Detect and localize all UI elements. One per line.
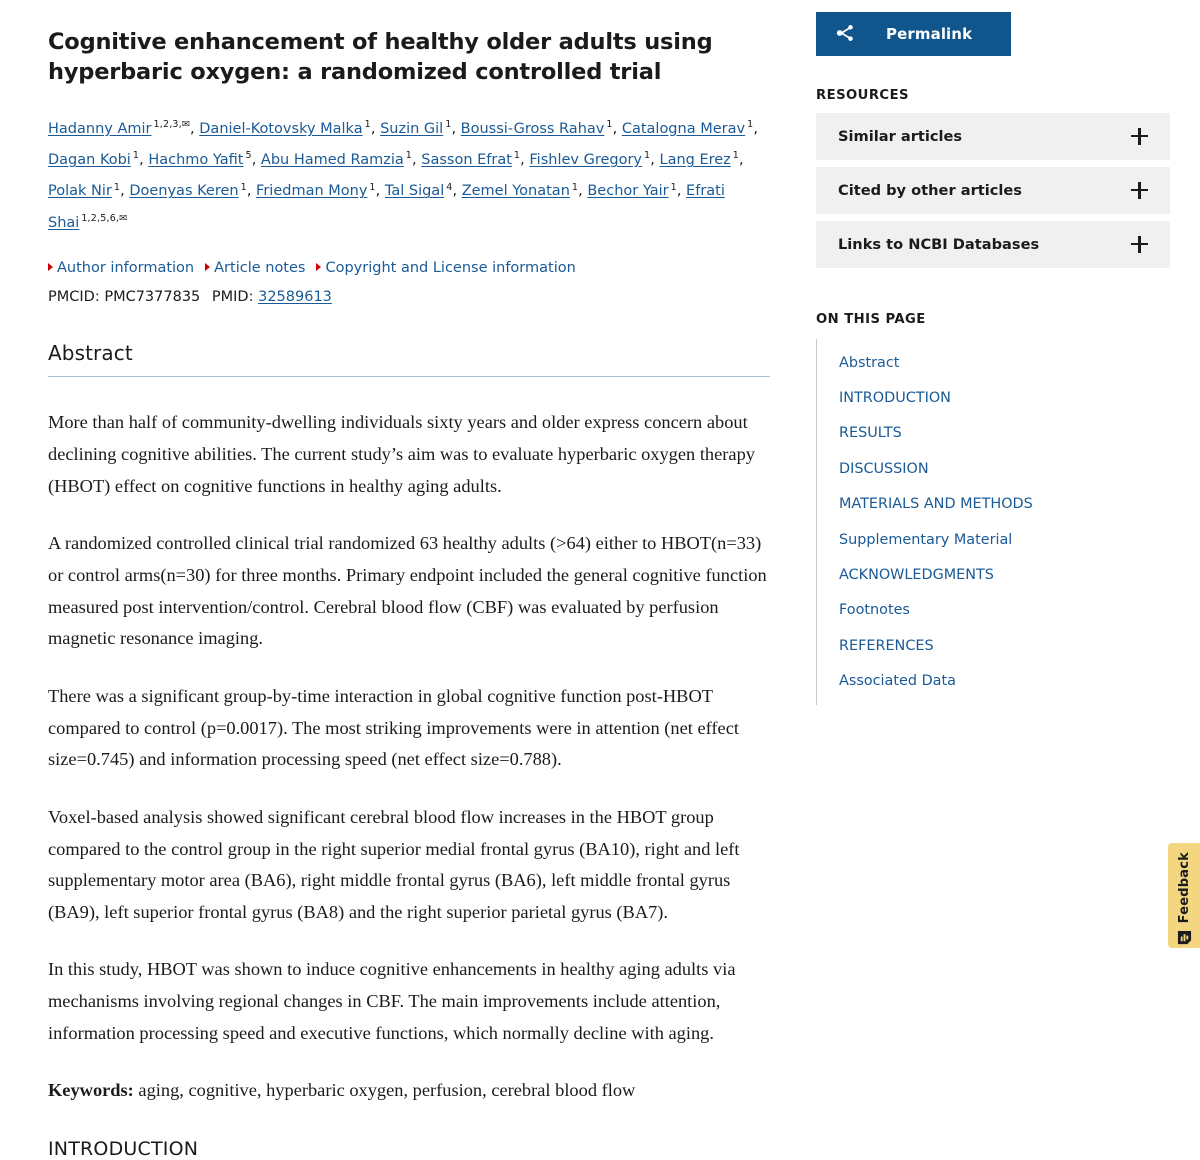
author-affiliation-sup: 1 xyxy=(113,181,121,193)
pmcid-value: PMC7377835 xyxy=(104,289,201,306)
triangle-right-icon xyxy=(48,263,53,271)
toc-link[interactable]: REFERENCES xyxy=(839,637,934,654)
author-link[interactable]: Lang Erez xyxy=(659,152,731,169)
author-affiliation-sup: 1 xyxy=(644,150,651,162)
author-affiliation-sup: 1 xyxy=(132,150,140,162)
author-affiliation-sup: 4 xyxy=(446,181,453,193)
toc-link[interactable]: Abstract xyxy=(839,354,900,371)
author-separator: , xyxy=(370,120,381,137)
resource-accordion-label: Links to NCBI Databases xyxy=(838,236,1040,253)
author-link[interactable]: Efrati Shai xyxy=(48,183,725,231)
resource-accordion-label: Similar articles xyxy=(838,128,963,145)
plus-icon[interactable] xyxy=(1131,236,1148,253)
on-this-page-heading: ON THIS PAGE xyxy=(816,312,926,327)
author-link[interactable]: Doenyas Keren xyxy=(129,183,239,200)
author-affiliation-sup: 1 xyxy=(364,119,371,131)
share-icon xyxy=(834,22,856,47)
article-identifiers xyxy=(48,289,770,305)
author-separator: , xyxy=(139,152,149,169)
author-link[interactable]: Tal Sigal xyxy=(384,183,445,200)
author-link[interactable]: Zemel Yonatan xyxy=(461,183,570,200)
author-affiliation-sup: 5 xyxy=(245,150,252,162)
feedback-tab[interactable] xyxy=(1168,843,1200,948)
abstract-paragraph: In this study, HBOT was shown to induce cognitive enhancements in healthy aging adults via mechanisms involving regional changes in CBF. The main improvements include attention, information processing speed and executive functions, which normally decline with aging. xyxy=(48,959,736,1043)
author-affiliation-sup: 1 xyxy=(240,181,247,193)
author-separator: , xyxy=(120,183,130,200)
author-link[interactable]: Hachmo Yafit xyxy=(148,152,244,169)
plus-icon[interactable] xyxy=(1131,128,1148,145)
meta-link-label[interactable]: Copyright and License information xyxy=(325,260,576,277)
resource-accordion-item[interactable] xyxy=(816,113,1170,160)
plus-icon[interactable] xyxy=(1131,182,1148,199)
author-separator: , xyxy=(578,183,588,200)
resources-heading: RESOURCES xyxy=(816,88,909,103)
author-separator: , xyxy=(739,152,744,169)
author-separator: , xyxy=(650,152,660,169)
author-link[interactable]: Dagan Kobi xyxy=(48,152,131,169)
keywords-value: aging, cognitive, hyperbaric oxygen, perfusion, cerebral blood flow xyxy=(138,1080,636,1101)
resource-accordion-item[interactable] xyxy=(816,221,1170,268)
author-link[interactable]: Fishlev Gregory xyxy=(529,152,643,169)
author-separator: , xyxy=(676,183,687,200)
feedback-label: Feedback xyxy=(1176,852,1192,924)
author-separator: , xyxy=(612,120,622,137)
author-affiliation-sup: 1 xyxy=(369,181,376,193)
author-link[interactable]: Polak Nir xyxy=(48,183,112,200)
toc-link[interactable]: RESULTS xyxy=(839,425,902,442)
author-link[interactable]: Boussi-Gross Rahav xyxy=(460,120,605,137)
abstract-paragraph: Voxel-based analysis showed significant cerebral blood flow increases in the HBOT group compared to the control group in the right superior medial frontal gyrus (BA10), right and left supplementary motor area (BA6), right middle frontal gyrus (BA6), left middle frontal gyrus (BA9), left superior frontal gyrus (BA8) and the right superior parietal gyrus (BA7). xyxy=(48,806,740,922)
triangle-right-icon xyxy=(205,263,210,271)
author-link[interactable]: Catalogna Merav xyxy=(621,120,746,137)
author-affiliation-sup: 1 xyxy=(670,181,677,193)
author-affiliation-sup: 1,2,3,✉ xyxy=(153,119,191,131)
author-affiliation-sup: 1 xyxy=(405,150,413,162)
toc-link[interactable]: Supplementary Material xyxy=(839,531,1013,548)
page-title: Cognitive enhancement of healthy older adults using hyperbaric oxygen: a randomized controlled trial xyxy=(48,29,713,85)
author-affiliation-sup: 1 xyxy=(747,119,754,131)
pmid-link[interactable]: 32589613 xyxy=(258,289,332,306)
author-list xyxy=(48,114,770,239)
resource-accordion-label: Cited by other articles xyxy=(838,182,1022,199)
toc-link[interactable]: Associated Data xyxy=(839,673,956,690)
toc-link[interactable]: MATERIALS AND METHODS xyxy=(839,496,1033,513)
keywords-line xyxy=(48,1075,770,1107)
on-this-page-nav xyxy=(816,339,1170,705)
author-link[interactable]: Hadanny Amir xyxy=(48,120,152,137)
pmid-label: PMID: xyxy=(211,289,254,306)
author-link[interactable]: Bechor Yair xyxy=(587,183,669,200)
meta-link-item[interactable] xyxy=(48,257,194,280)
keywords-label: Keywords: xyxy=(48,1080,134,1101)
author-separator: , xyxy=(251,152,261,169)
author-affiliation-sup: 1 xyxy=(513,150,521,162)
meta-link-item[interactable] xyxy=(316,257,575,280)
author-separator: , xyxy=(375,183,385,200)
meta-link-item[interactable] xyxy=(205,257,305,280)
author-affiliation-sup: 1,2,5,6,✉ xyxy=(81,212,128,224)
author-separator: , xyxy=(452,183,462,200)
author-affiliation-sup: 1 xyxy=(445,119,452,131)
abstract-paragraph: A randomized controlled clinical trial randomized 63 healthy adults (>64) either to HBOT(n=33) or control arms(n=30) for three months. Primary endpoint included the general cognitive function measured post intervention/control. Cerebral blood flow (CBF) was evaluated by perfusion magnetic resonance imaging. xyxy=(48,533,767,649)
author-separator: , xyxy=(190,120,200,137)
author-separator: , xyxy=(520,152,530,169)
toc-link[interactable]: ACKNOWLEDGMENTS xyxy=(839,566,994,583)
meta-link-label[interactable]: Article notes xyxy=(214,260,306,277)
permalink-label: Permalink xyxy=(886,25,973,43)
pmcid-label: PMCID: xyxy=(48,289,100,306)
article-meta-links xyxy=(48,257,770,280)
author-separator: , xyxy=(246,183,257,200)
resource-accordion-item[interactable] xyxy=(816,167,1170,214)
toc-link[interactable]: INTRODUCTION xyxy=(839,389,951,406)
introduction-heading: INTRODUCTION xyxy=(48,1138,199,1160)
author-link[interactable]: Suzin Gil xyxy=(380,120,444,137)
resources-accordion xyxy=(816,113,1170,268)
author-affiliation-sup: 1 xyxy=(571,181,579,193)
abstract-paragraph: There was a significant group-by-time interaction in global cognitive function post-HBOT compared to control (p=0.0017). The most striking improvements were in attention (net effect size=0.745) and information processing speed (net effect size=0.788). xyxy=(48,685,739,770)
bar-chart-icon xyxy=(1177,930,1192,950)
sidebar xyxy=(800,0,1200,1101)
author-separator: , xyxy=(412,152,422,169)
author-link[interactable]: Friedman Mony xyxy=(256,183,368,200)
abstract-body xyxy=(48,407,770,1107)
author-link[interactable]: Abu Hamed Ramzia xyxy=(260,152,404,169)
meta-link-label[interactable]: Author information xyxy=(57,260,195,277)
author-link[interactable]: Sasson Efrat xyxy=(421,152,512,169)
toc-link[interactable]: DISCUSSION xyxy=(839,460,929,477)
author-separator: , xyxy=(753,120,758,137)
author-affiliation-sup: 1 xyxy=(606,119,613,131)
author-link[interactable]: Daniel-Kotovsky Malka xyxy=(199,120,363,137)
author-separator: , xyxy=(451,120,461,137)
author-affiliation-sup: 1 xyxy=(732,150,740,162)
triangle-right-icon xyxy=(316,263,321,271)
permalink-button[interactable] xyxy=(816,12,1011,56)
toc-link[interactable]: Footnotes xyxy=(839,602,910,619)
abstract-paragraph: More than half of community-dwelling individuals sixty years and older express concern about declining cognitive abilities. The current study’s aim was to evaluate hyperbaric oxygen therapy (HBOT) effect on cognitive functions in healthy aging adults. xyxy=(48,412,755,496)
abstract-heading: Abstract xyxy=(48,341,770,377)
